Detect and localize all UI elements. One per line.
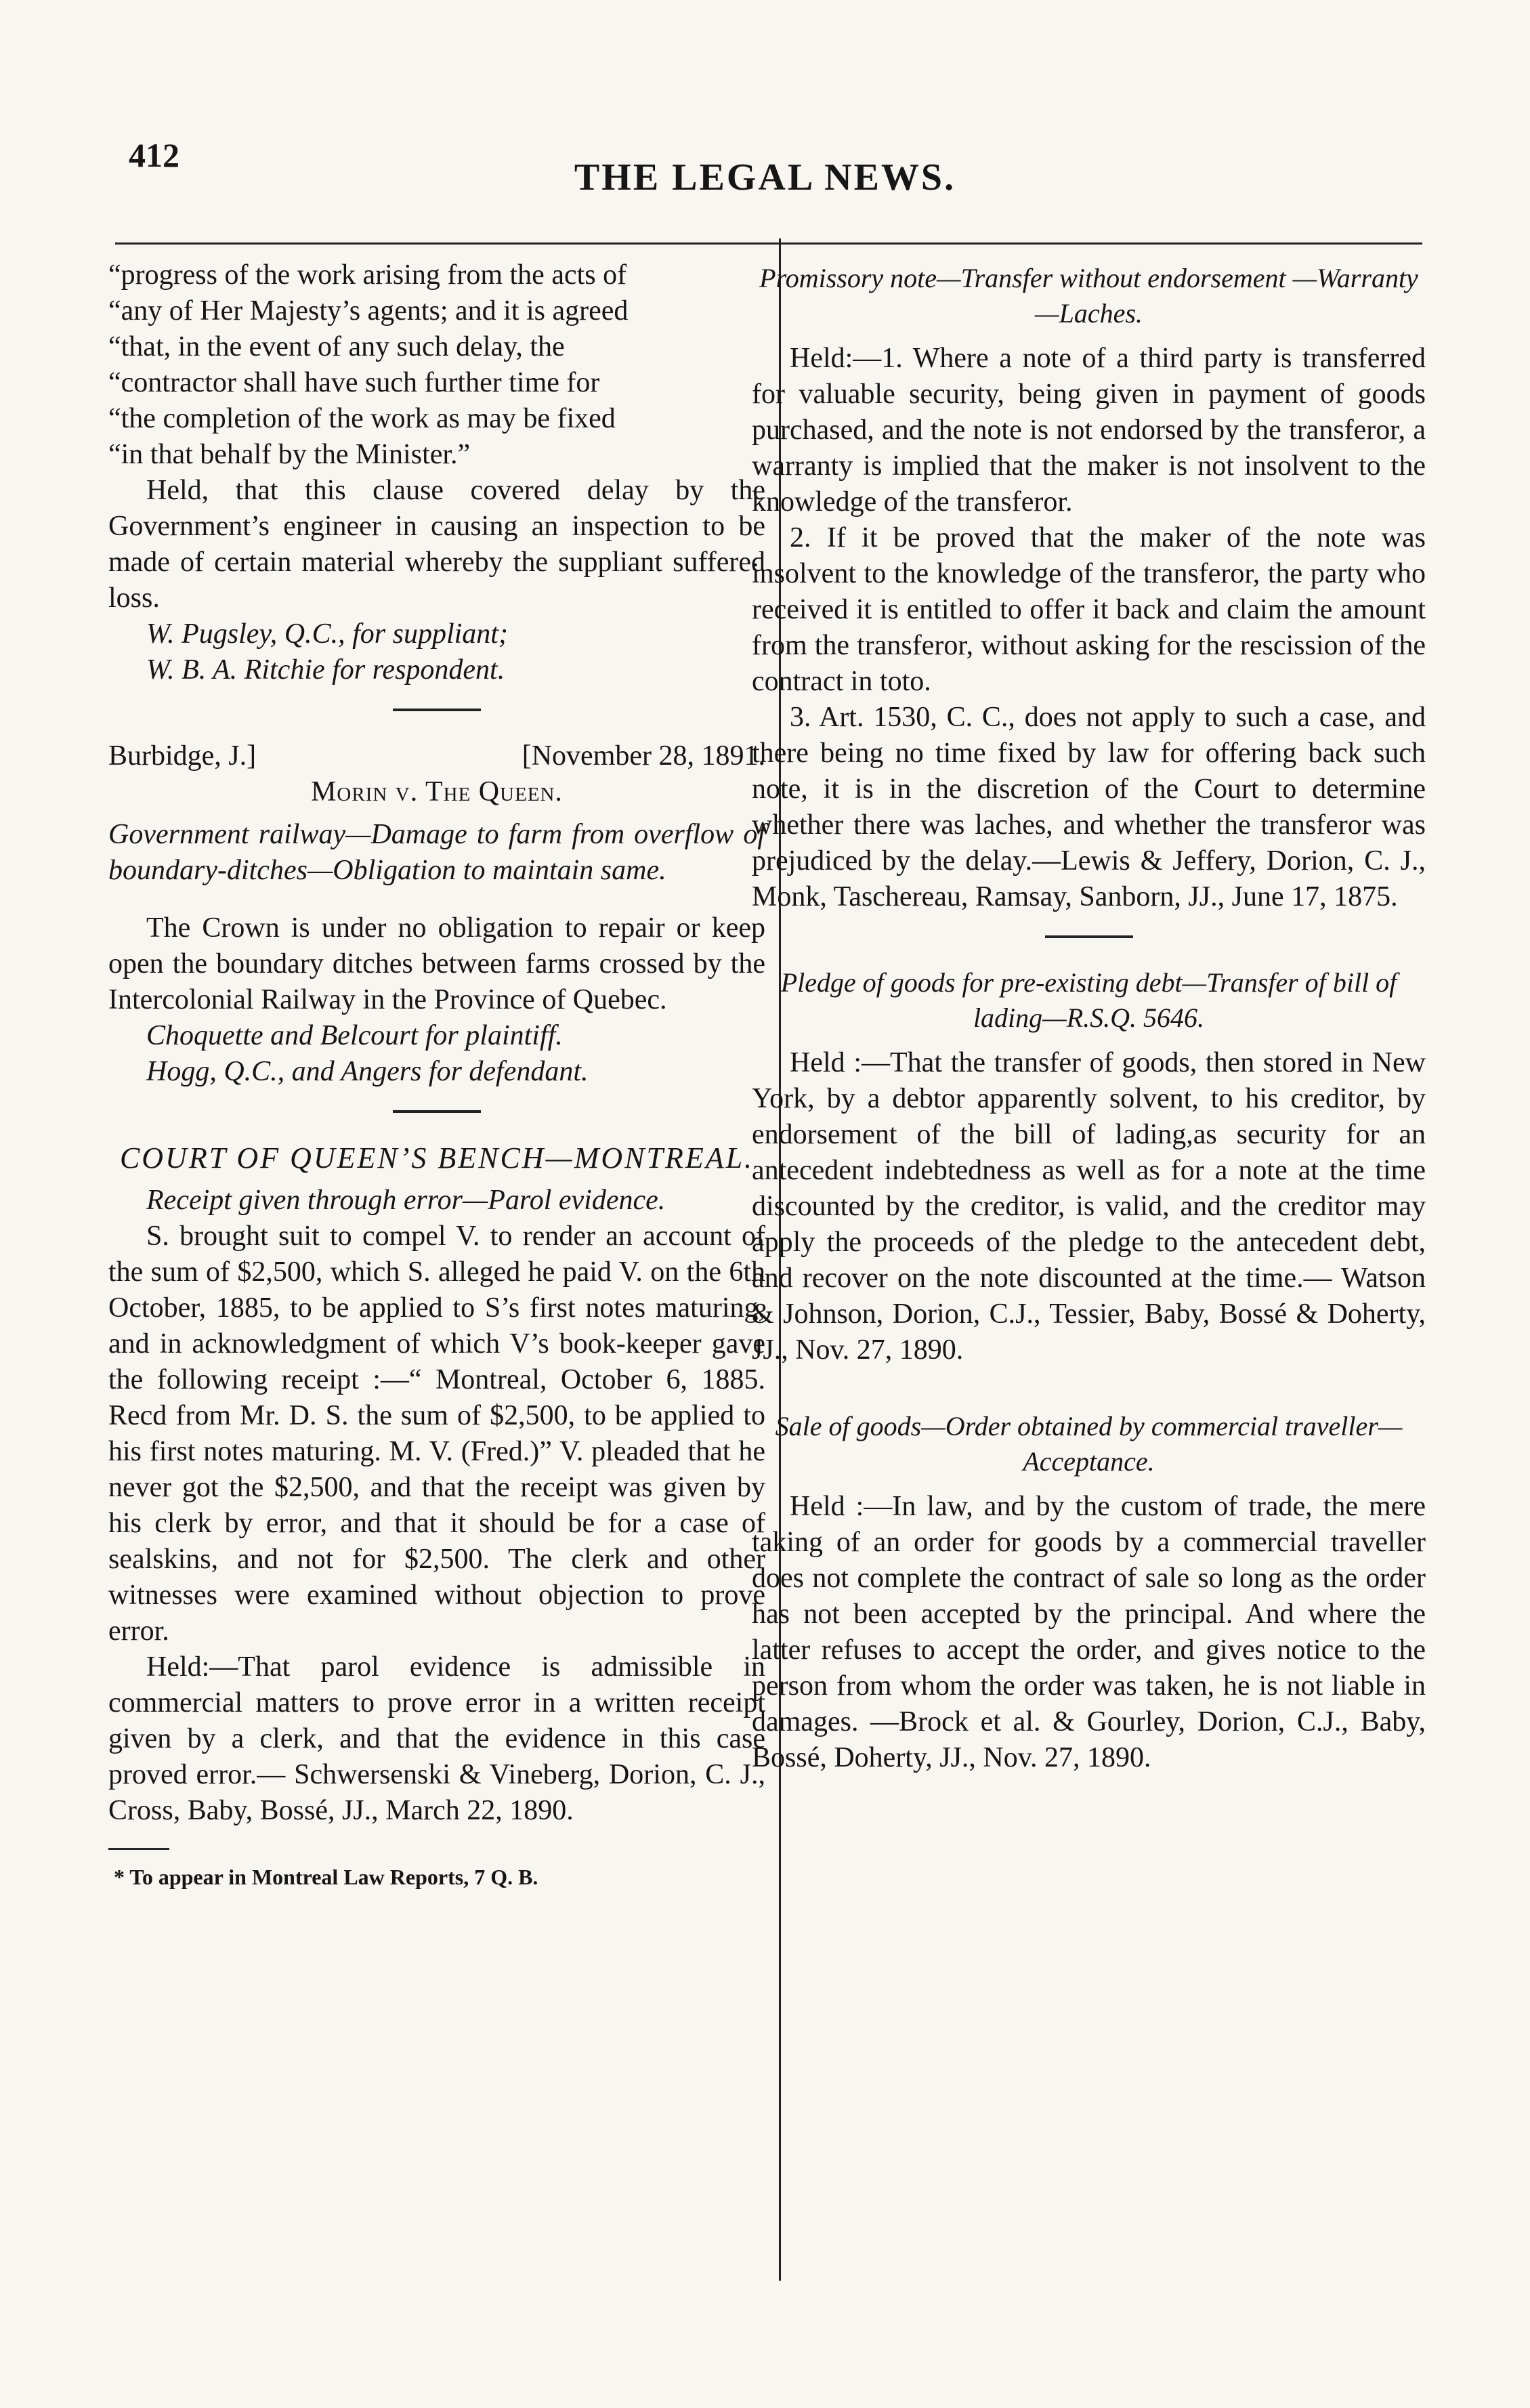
counsel-line: W. Pugsley, Q.C., for suppliant; [146, 618, 508, 650]
court-line [108, 738, 765, 774]
held-paragraph: Held :—In law, and by the custom of trade, the mere taking of an order for goods by a commercial traveller does not complete the contract of sale so long as the order has not been accepted by the principal. And where the latter refuses to accept the order, and gives notice to the person from whom the order was taken, he is not liable in damages. —Brock et al. & Gourley, Dorion, C.J., Baby, Bossé, Doherty, JJ., Nov. 27, 1890. [752, 1491, 1426, 1773]
quote-line: “progress of the work arising from the acts of [108, 259, 627, 291]
held-paragraph: Held:—1. Where a note of a third party is transferred for valuable security, being given in payment of goods purchased, and the note is not endorsed by the transferor, a warranty is implied that the maker is not insolvent to the knowledge of the transferor. [752, 343, 1426, 517]
counsel-line: Choquette and Belcourt for plaintiff. [146, 1020, 563, 1051]
judge-name: Burbidge, J.] [108, 740, 257, 772]
running-head: THE LEGAL NEWS. [574, 156, 956, 198]
quote-line: “the completion of the work as may be fixed [108, 403, 616, 434]
case-heading: Pledge of goods for pre-existing debt—Transfer of bill of lading—R.S.Q. 5646. [780, 967, 1397, 1033]
quote-line: “contractor shall have such further time for [108, 367, 600, 398]
decision-date: [November 28, 1891. [522, 740, 765, 772]
held-paragraph: Held :—That the transfer of goods, then stored in New York, by a debtor apparently solvent, to his creditor, by endorsement of the bill of lading,as security for an antecedent indebtedness as well as for a note at the time discounted by the creditor, is valid, and the creditor may apply the proceeds of the pledge to the antecedent debt, and recover on the note discounted at the time.— Watson & Johnson, Dorion, C.J., Tessier, Baby, Bossé & Doherty, JJ., Nov. 27, 1890. [752, 1047, 1426, 1366]
footnote: * To appear in Montreal Law Reports, 7 Q. B. [114, 1865, 538, 1889]
quote-line: “in that behalf by the Minister.” [108, 439, 471, 470]
case-body: The Crown is under no obligation to repair or keep open the boundary ditches between farms crossed by the Intercolonial Railway in the Province of Quebec. [108, 912, 765, 1015]
section-rule [393, 1110, 481, 1113]
held-paragraph: Held:—That parol evidence is admissible in commercial matters to prove error in a written receipt given by a clerk, and that the evidence in this case proved error.— Schwersenski & Vineberg, Dorion, C. J., Cross, Baby, Bossé, JJ., March 22, 1890. [108, 1651, 765, 1826]
footnote-rule [108, 1848, 169, 1850]
case-body: S. brought suit to compel V. to render an account of the sum of $2,500, which S. alleged he paid V. on the 6th October, 1885, to be applied to S’s first notes maturing, and in acknowledgment of which V’s book-keeper gave the following receipt :—“ Montreal, October 6, 1885. Recd from Mr. D. S. the sum of $2,500, to be applied to his first notes maturing. M. V. (Fred.)” V. pleaded that he never got the $2,500, and that the receipt was given by his clerk by error, and that it should be for a case of sealskins, and not for $2,500. The clerk and other witnesses were examined without objection to prove error. [108, 1221, 765, 1647]
held-paragraph: Held, that this clause covered delay by the Government’s engineer in causing an inspection to be made of certain material whereby the suppliant suffered loss. [108, 475, 765, 614]
counsel-line: Hogg, Q.C., and Angers for defendant. [146, 1056, 589, 1087]
left-column [108, 257, 765, 1891]
case-heading: Promissory note—Transfer without endorsement —Warranty—Laches. [759, 263, 1418, 329]
case-title: Morin v. The Queen. [311, 776, 563, 807]
quote-line: “any of Her Majesty’s agents; and it is agreed [108, 295, 629, 326]
case-body: 2. If it be proved that the maker of the note was insolvent to the knowledge of the transferor, the party who received it is entitled to offer it back and claim the amount from the transferor, without asking for the rescission of the contract in toto. [752, 522, 1426, 697]
section-rule [393, 709, 481, 711]
counsel-line: W. B. A. Ritchie for respondent. [146, 654, 505, 685]
case-heading: Sale of goods—Order obtained by commercial traveller—Acceptance. [775, 1411, 1403, 1477]
catchline: Receipt given through error—Parol evidence. [146, 1185, 666, 1216]
header-rule [115, 242, 1422, 245]
right-column [752, 261, 1426, 1776]
quote-line: “that, in the event of any such delay, the [108, 331, 565, 362]
quote-block [108, 257, 765, 473]
case-body: 3. Art. 1530, C. C., does not apply to such a case, and there being no time fixed by law for offering back such note, it is in the discretion of the Court to determine whether there was laches, and whether the transferor was prejudiced by the delay.—Lewis & Jeffery, Dorion, C. J., Monk, Taschereau, Ramsay, Sanborn, JJ., June 17, 1875. [752, 702, 1426, 912]
court-heading: COURT OF QUEEN’S BENCH—MONTREAL. [119, 1141, 755, 1175]
section-rule [1045, 935, 1133, 938]
page-number: 412 [129, 136, 179, 174]
catchline: Government railway—Damage to farm from overflow of boundary-ditches—Obligation to maintain same. [108, 819, 765, 886]
